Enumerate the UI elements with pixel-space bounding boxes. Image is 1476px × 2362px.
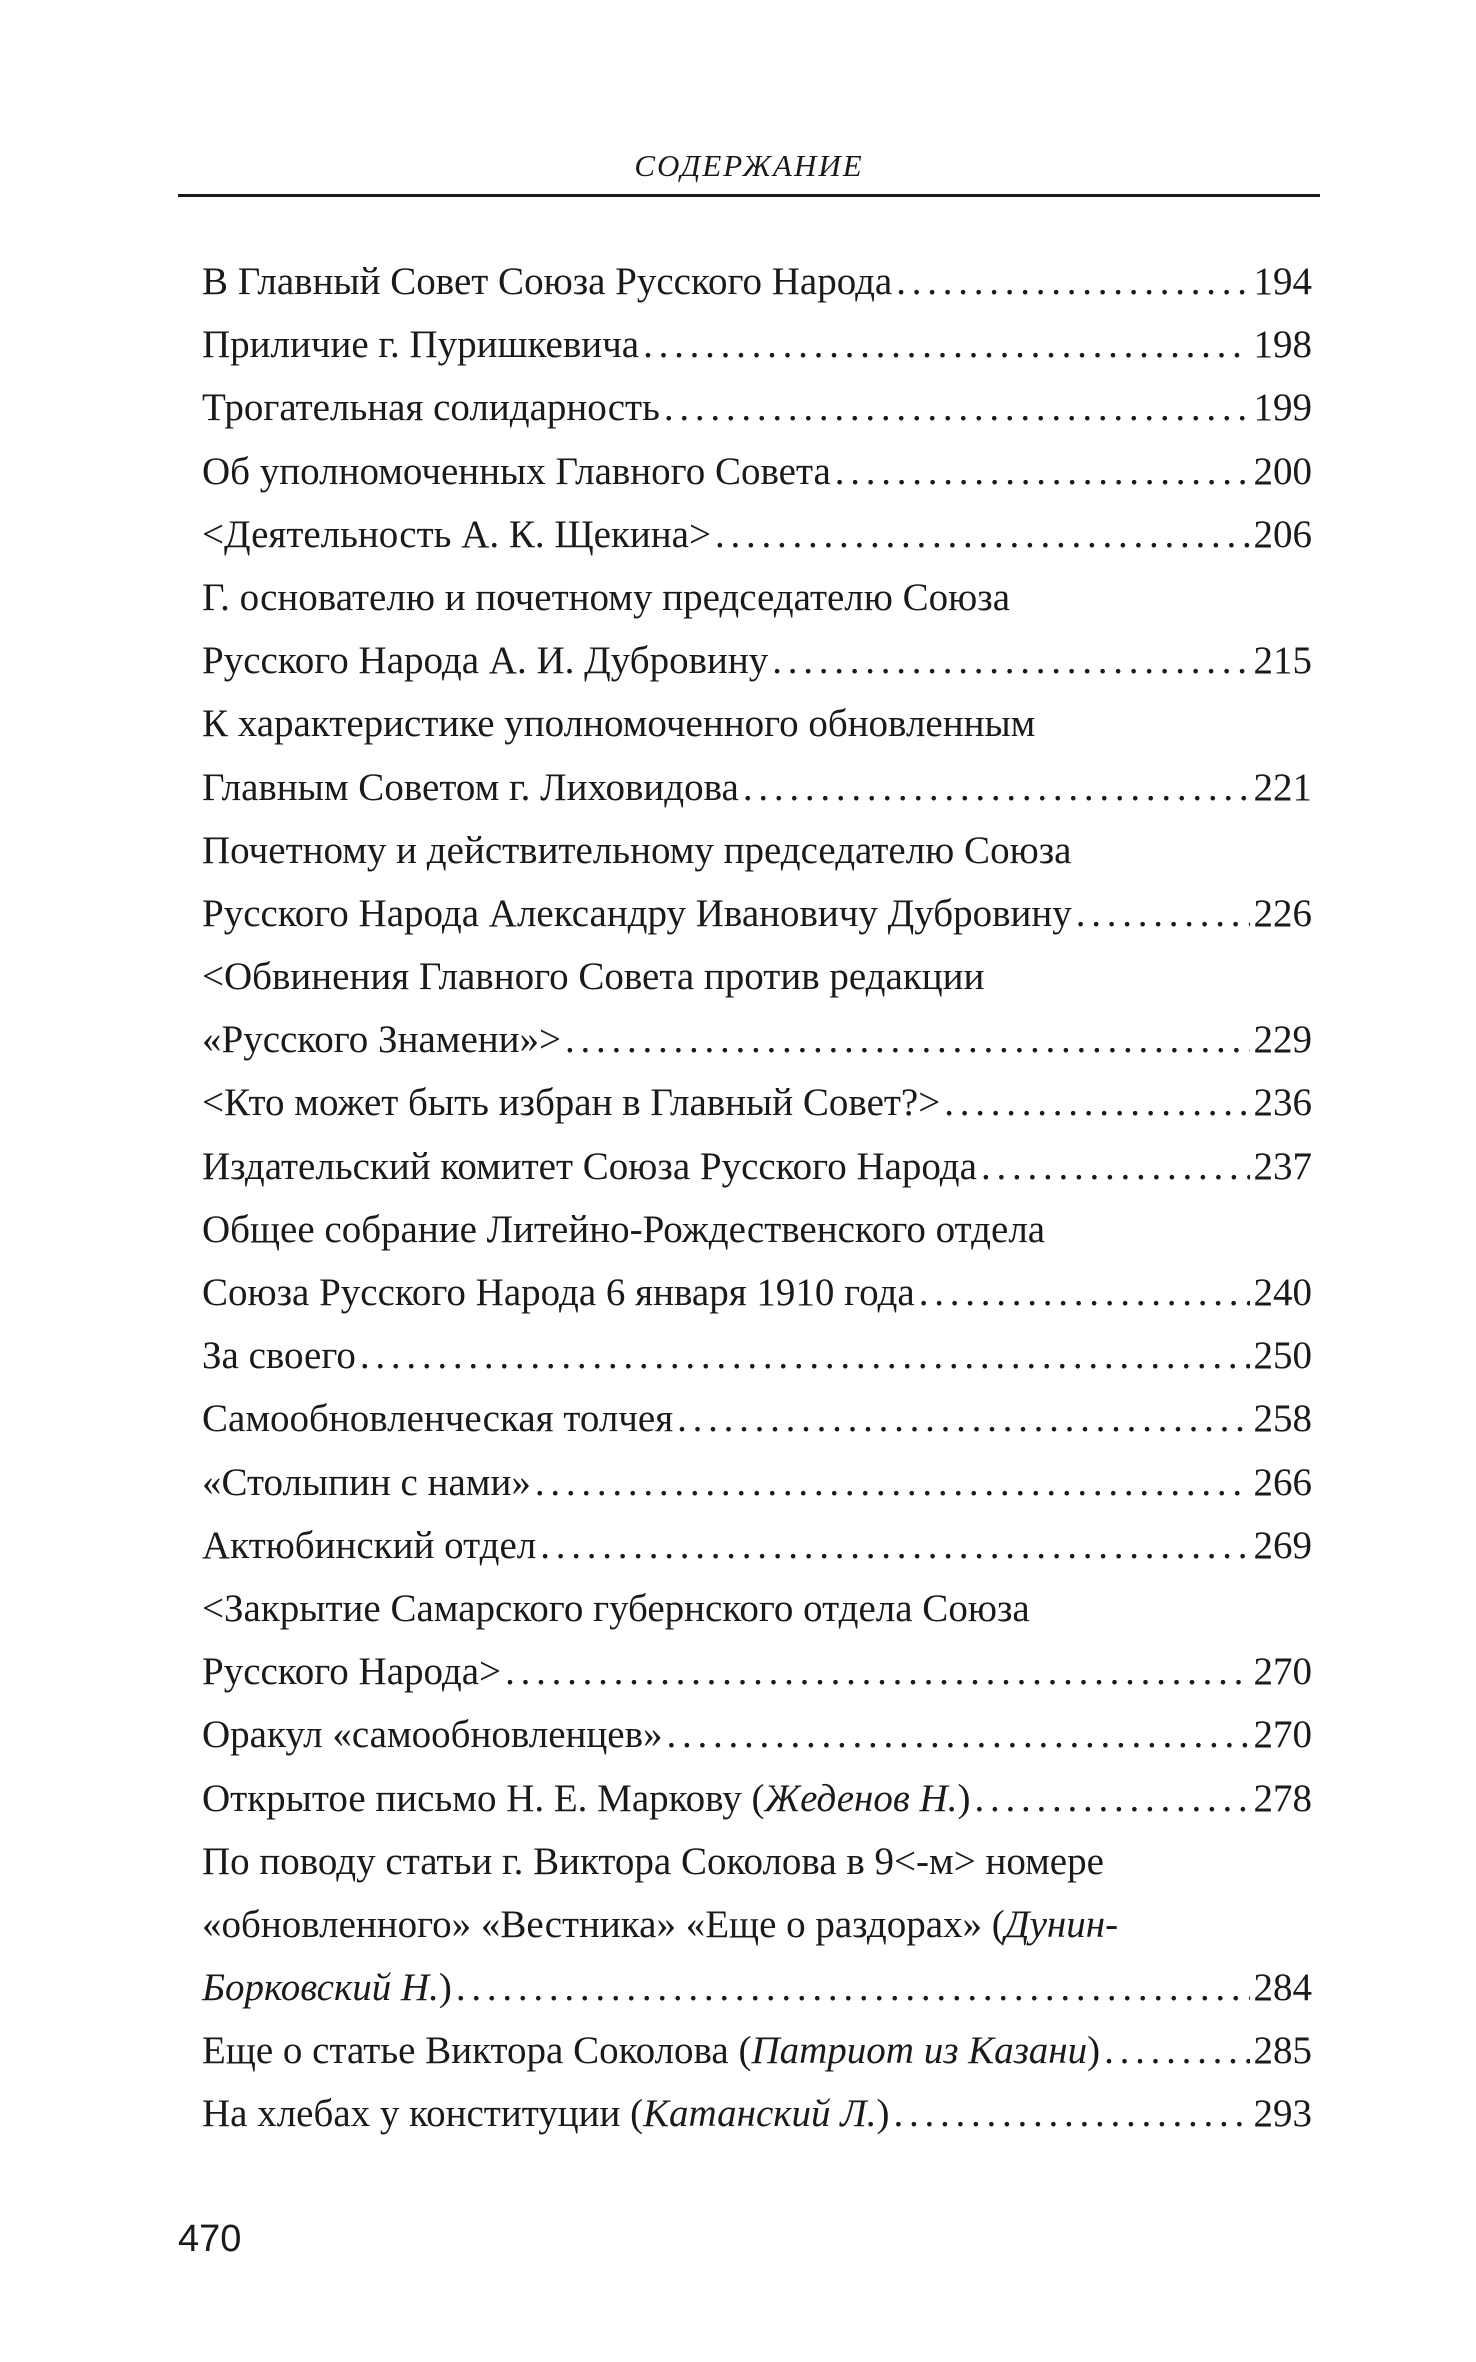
toc-entry (202, 376, 1312, 439)
toc-entry (202, 2082, 1312, 2145)
toc-entry (202, 1261, 1312, 1324)
title-text: ) (438, 1966, 452, 2010)
toc-page-number: 266 (1253, 1460, 1312, 1504)
toc-entry (202, 440, 1312, 503)
toc-page-number: 200 (1253, 449, 1312, 493)
page-number: 470 (178, 2218, 242, 2260)
dot-leader (667, 1703, 1250, 1766)
dot-leader (1104, 2019, 1249, 2082)
toc-entry-title: «Русского Знамени»> (202, 1018, 561, 1062)
title-text: Открытое письмо Н. Е. Маркову ( (202, 1776, 765, 1820)
title-text: Еще о статье Виктора Соколова ( (202, 2029, 752, 2073)
toc-entry (202, 756, 1312, 819)
toc-entry-continued (202, 819, 1312, 882)
toc-page-number: 270 (1253, 1713, 1312, 1757)
toc-entry-title: Приличие г. Пуришкевича (202, 323, 640, 367)
toc-entry (202, 629, 1312, 692)
dot-leader (643, 313, 1249, 376)
toc-entry (202, 250, 1312, 313)
title-text: ) (957, 1776, 971, 1820)
title-text: «обновленного» «Вестника» «Еще о раздорах» ( (202, 1902, 1005, 1946)
dot-leader (772, 629, 1249, 692)
dot-leader (535, 1451, 1250, 1514)
toc-page-number: 229 (1253, 1018, 1312, 1062)
toc-entry (202, 1135, 1312, 1198)
toc-entry-continued (202, 692, 1312, 755)
toc-entry-title: За своего (202, 1334, 356, 1378)
toc-entry-title: <Закрытие Самарского губернского отдела Союза (202, 1586, 1030, 1630)
toc-page-number: 236 (1253, 1081, 1312, 1125)
toc-entry-title: Самообновленческая толчея (202, 1397, 674, 1441)
dot-leader (974, 1767, 1249, 1830)
author-name: Жеденов Н. (764, 1776, 958, 1820)
author-name: Борковский Н. (202, 1966, 439, 2010)
dot-leader (893, 2082, 1249, 2145)
toc-entry-title: <Кто может быть избран в Главный Совет?> (202, 1081, 941, 1125)
running-head: СОДЕРЖАНИЕ (634, 148, 864, 183)
toc-entry (202, 1008, 1312, 1071)
author-name: Патриот из Казани (751, 2029, 1088, 2073)
toc-page-number: 240 (1253, 1271, 1312, 1314)
toc-entry-title: К характеристике уполномоченного обновленным (202, 702, 1036, 746)
toc-page-number: 198 (1253, 323, 1312, 367)
toc-entry-title: <Обвинения Главного Совета против редакции (202, 955, 985, 999)
author-name: Катанский Л. (643, 2092, 877, 2136)
toc-entry (202, 313, 1312, 376)
toc-entry-title: Издательский комитет Союза Русского Народа (202, 1144, 977, 1188)
toc-entry (202, 1451, 1312, 1514)
toc-entry-title: Почетному и действительному председателю Союза (202, 828, 1072, 872)
toc-entry (202, 2019, 1312, 2082)
title-text: ) (876, 2092, 890, 2136)
toc-page-number: 226 (1253, 891, 1312, 935)
toc-page-number: 221 (1253, 765, 1312, 809)
table-of-contents (202, 250, 1312, 2146)
title-text: На хлебах у конституции ( (202, 2092, 644, 2136)
toc-entry (202, 1514, 1312, 1577)
toc-page-number: 199 (1253, 386, 1312, 430)
toc-entry-title: Русского Народа А. И. Дубровину (202, 639, 769, 683)
dot-leader (565, 1008, 1250, 1071)
toc-entry (202, 1640, 1312, 1703)
toc-entry-title (202, 1956, 452, 2019)
dot-leader (505, 1640, 1249, 1703)
toc-entry-title (202, 2019, 1100, 2082)
toc-entry (202, 1071, 1312, 1134)
toc-page-number: 278 (1253, 1776, 1312, 1820)
dot-leader (743, 756, 1250, 819)
toc-entry-title: Г. основателю и почетному председателю Союза (202, 575, 1011, 619)
toc-entry (202, 1324, 1312, 1387)
toc-entry-title: Русского Народа Александру Ивановичу Дубровину (202, 891, 1072, 935)
toc-entry-title: Трогательная солидарность (202, 386, 660, 430)
toc-page-number: 194 (1253, 260, 1312, 303)
toc-entry (202, 882, 1312, 945)
author-name: Дунин- (1004, 1902, 1119, 1946)
toc-page-number: 250 (1253, 1334, 1312, 1378)
toc-page-number: 237 (1253, 1144, 1312, 1188)
toc-entry (202, 1387, 1312, 1450)
toc-entry-title: Союза Русского Народа 6 января 1910 года (202, 1271, 915, 1314)
dot-leader (540, 1514, 1249, 1577)
dot-leader (677, 1387, 1249, 1450)
toc-page-number: 293 (1253, 2092, 1312, 2136)
dot-leader (919, 1261, 1250, 1324)
dot-leader (360, 1324, 1250, 1387)
title-text: ) (1087, 2029, 1101, 2073)
toc-entry (202, 1767, 1312, 1830)
header-rule (178, 194, 1320, 197)
toc-entry-continued (202, 945, 1312, 1008)
toc-page-number: 270 (1253, 1650, 1312, 1694)
dot-leader (456, 1956, 1250, 2019)
toc-page-number: 215 (1253, 639, 1312, 683)
dot-leader (981, 1135, 1250, 1198)
toc-entry-title: <Деятельность А. К. Щекина> (202, 512, 711, 556)
toc-entry-title: Русского Народа> (202, 1650, 502, 1694)
dot-leader (944, 1071, 1249, 1134)
toc-page-number: 258 (1253, 1397, 1312, 1441)
toc-entry (202, 1703, 1312, 1766)
toc-entry-title: «Столыпин с нами» (202, 1460, 531, 1504)
dot-leader (1076, 882, 1250, 945)
toc-entry-title: Главным Советом г. Лиховидова (202, 765, 739, 809)
dot-leader (835, 440, 1250, 503)
toc-entry-title: Общее собрание Литейно-Рождественского отдела (202, 1207, 1046, 1251)
toc-entry (202, 1956, 1312, 2019)
toc-entry-title (202, 1767, 970, 1830)
toc-entry-continued (202, 1577, 1312, 1640)
toc-page-number: 284 (1253, 1966, 1312, 2010)
toc-page-number: 285 (1253, 2029, 1312, 2073)
toc-entry-continued (202, 1893, 1312, 1956)
toc-page-number: 206 (1253, 512, 1312, 556)
toc-entry-title (202, 1893, 1118, 1956)
toc-entry-continued (202, 1830, 1312, 1893)
dot-leader (715, 503, 1250, 566)
toc-entry (202, 503, 1312, 566)
toc-entry-title: Об уполномоченных Главного Совета (202, 449, 831, 493)
dot-leader (896, 250, 1249, 313)
toc-page-number: 269 (1253, 1523, 1312, 1567)
toc-entry-title (202, 2082, 889, 2145)
toc-entry-title: По поводу статьи г. Виктора Соколова в 9<-м> номере (202, 1839, 1104, 1883)
dot-leader (664, 376, 1250, 439)
toc-entry-title: Оракул «самообновленцев» (202, 1713, 663, 1757)
toc-entry-continued (202, 566, 1312, 629)
toc-entry-title: Актюбинский отдел (202, 1523, 537, 1567)
toc-entry-continued (202, 1198, 1312, 1261)
toc-entry-title: В Главный Совет Союза Русского Народа (202, 260, 893, 303)
